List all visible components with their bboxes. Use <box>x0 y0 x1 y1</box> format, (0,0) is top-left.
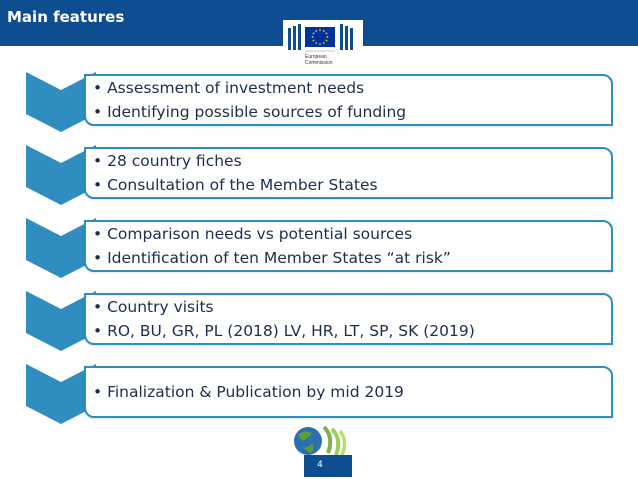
bullet-item: • Consultation of the Member States <box>93 173 378 197</box>
bullet-item: • RO, BU, GR, PL (2018) LV, HR, LT, SP, SK (2019) <box>93 319 475 343</box>
bullet-item: • Assessment of investment needs <box>93 76 406 100</box>
step-3-bullets <box>93 222 451 270</box>
european-commission-logo <box>283 20 363 70</box>
bullet-item: • Country visits <box>93 295 475 319</box>
step-box-2 <box>84 147 613 199</box>
step-1-bullets <box>93 76 406 124</box>
slide-title: Main features <box>7 8 125 26</box>
step-box-4 <box>84 293 613 345</box>
logo-text-line2: Commission <box>305 60 333 66</box>
bullet-item: • Identifying possible sources of funding <box>93 100 406 124</box>
bullet-item: • Identification of ten Member States “at risk” <box>93 246 451 270</box>
bullet-item: • Comparison needs vs potential sources <box>93 222 451 246</box>
bullet-item: • Finalization & Publication by mid 2019 <box>93 380 404 404</box>
step-5-bullets <box>93 380 404 404</box>
step-4-bullets <box>93 295 475 343</box>
logo-text-line1: European <box>305 54 327 60</box>
step-box-5 <box>84 366 613 418</box>
step-2-bullets <box>93 149 378 197</box>
step-box-3 <box>84 220 613 272</box>
step-box-1 <box>84 74 613 126</box>
bullet-item: • 28 country fiches <box>93 149 378 173</box>
page-number: 4 <box>317 460 323 470</box>
